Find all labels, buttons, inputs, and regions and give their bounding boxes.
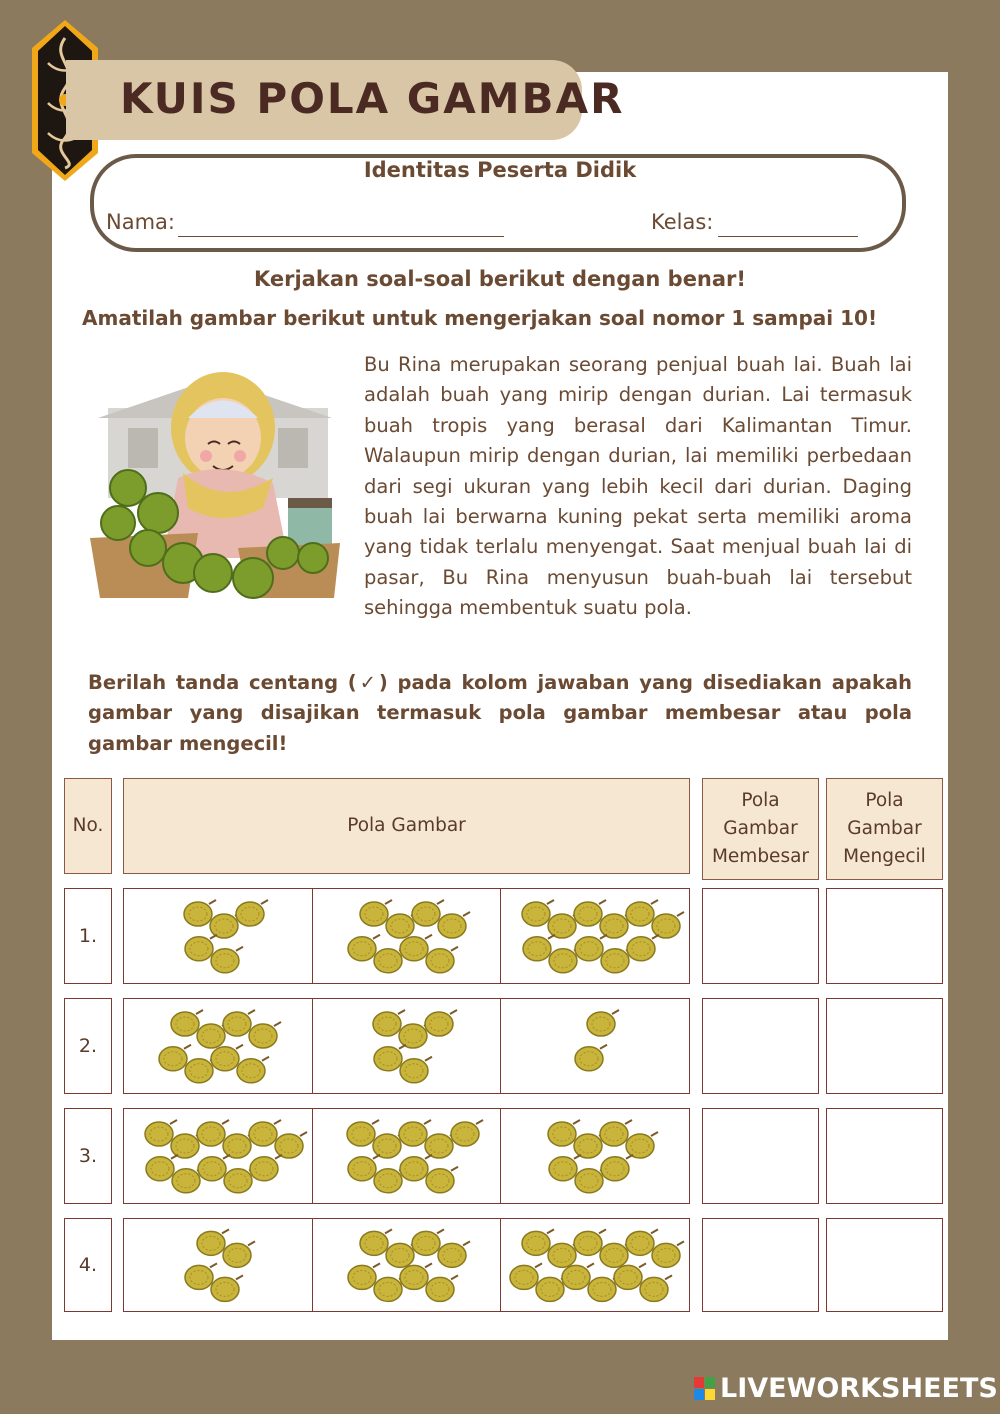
durian-icon bbox=[652, 1241, 684, 1267]
name-field[interactable] bbox=[178, 236, 504, 237]
row-number: 4. bbox=[64, 1218, 112, 1312]
durian-icon bbox=[211, 1275, 243, 1301]
pattern-row bbox=[123, 1108, 690, 1204]
durian-cluster bbox=[313, 999, 501, 1093]
liveworksheets-logo-icon bbox=[694, 1377, 716, 1401]
durian-icon bbox=[275, 1132, 307, 1158]
answer-growing-checkbox[interactable] bbox=[702, 998, 819, 1094]
answer-shrinking-checkbox[interactable] bbox=[826, 1108, 943, 1204]
durian-cluster bbox=[124, 889, 312, 983]
answer-shrinking-checkbox[interactable] bbox=[826, 888, 943, 984]
task-instruction: Berilah tanda centang (✓) pada kolom jawaban yang disediakan apakah gambar yang disajikan termasuk pola gambar membesar atau pola gambar mengecil! bbox=[88, 671, 912, 755]
durian-icon bbox=[249, 1022, 281, 1048]
name-label: Nama: bbox=[106, 210, 175, 234]
answer-growing-checkbox[interactable] bbox=[702, 1218, 819, 1312]
durian-icon bbox=[601, 1155, 633, 1181]
durian-icon bbox=[426, 1167, 458, 1193]
row-number: 2. bbox=[64, 998, 112, 1094]
durian-icon bbox=[652, 912, 684, 938]
durian-icon bbox=[451, 1120, 483, 1146]
page-title: KUIS POLA GAMBAR bbox=[120, 74, 625, 123]
pattern-cell bbox=[313, 1109, 502, 1203]
durian-icon bbox=[400, 1057, 432, 1083]
durian-cluster bbox=[313, 889, 501, 983]
brand-name: LIVEWORKSHEETS bbox=[720, 1373, 998, 1404]
pattern-cell bbox=[501, 889, 689, 983]
durian-cluster bbox=[124, 1219, 312, 1311]
pattern-row bbox=[123, 888, 690, 984]
header-shrinking: Pola Gambar Mengecil bbox=[826, 778, 943, 880]
pattern-row bbox=[123, 1218, 690, 1312]
durian-icon bbox=[237, 1057, 269, 1083]
pattern-cell bbox=[313, 889, 502, 983]
durian-icon bbox=[438, 1241, 470, 1267]
durian-icon bbox=[425, 1010, 457, 1036]
durian-cluster bbox=[313, 1109, 501, 1203]
durian-icon bbox=[426, 947, 458, 973]
answer-growing-checkbox[interactable] bbox=[702, 888, 819, 984]
answer-growing-checkbox[interactable] bbox=[702, 1108, 819, 1204]
durian-icon bbox=[640, 1275, 672, 1301]
identity-title: Identitas Peserta Didik bbox=[363, 158, 637, 182]
pattern-cell bbox=[124, 1109, 313, 1203]
class-label: Kelas: bbox=[651, 210, 714, 234]
durian-cluster bbox=[501, 1109, 689, 1203]
durian-icon bbox=[211, 947, 243, 973]
answer-shrinking-checkbox[interactable] bbox=[826, 998, 943, 1094]
durian-icon bbox=[626, 1132, 658, 1158]
durian-icon bbox=[236, 900, 268, 926]
durian-cluster bbox=[501, 999, 689, 1093]
pattern-cell bbox=[501, 1219, 689, 1311]
answer-shrinking-checkbox[interactable] bbox=[826, 1218, 943, 1312]
row-number: 3. bbox=[64, 1108, 112, 1204]
durian-icon bbox=[627, 935, 659, 961]
pattern-cell bbox=[313, 1219, 502, 1311]
durian-icon bbox=[223, 1241, 255, 1267]
durian-icon bbox=[575, 1045, 607, 1071]
durian-icon bbox=[438, 912, 470, 938]
pattern-cell bbox=[313, 999, 502, 1093]
pattern-cell bbox=[501, 999, 689, 1093]
header-growing: Pola Gambar Membesar bbox=[702, 778, 819, 880]
durian-cluster bbox=[501, 1219, 689, 1311]
durian-icon bbox=[250, 1155, 282, 1181]
pattern-cell bbox=[124, 889, 313, 983]
pattern-row bbox=[123, 998, 690, 1094]
durian-icon bbox=[587, 1010, 619, 1036]
header-no: No. bbox=[64, 778, 112, 874]
pattern-cell bbox=[501, 1109, 689, 1203]
durian-icon bbox=[426, 1275, 458, 1301]
instruction-heading: Kerjakan soal-soal berikut dengan benar! bbox=[253, 267, 746, 291]
class-field[interactable] bbox=[718, 236, 858, 237]
pattern-cell bbox=[124, 1219, 313, 1311]
durian-cluster bbox=[124, 999, 312, 1093]
story-paragraph: Bu Rina merupakan seorang penjual buah lai. Buah lai adalah buah yang mirip dengan durian. Lai termasuk buah tropis yang berasal dari Kalimantan Timur. Walaupun mirip dengan durian, lai memiliki perbedaan dari segi ukuran yang lebih kecil dari durian. Daging buah lai berwarna kuning pekat serta memiliki aroma yang tidak terlalu menyengat. Saat menjual buah lai di pasar, Bu Rina menyusun buah-buah lai tersebut sehingga membentuk suatu pola. bbox=[364, 353, 912, 620]
header-pattern: Pola Gambar bbox=[123, 778, 690, 874]
row-number: 1. bbox=[64, 888, 112, 984]
durian-seller-illustration bbox=[88, 358, 342, 614]
durian-cluster bbox=[501, 889, 689, 983]
durian-cluster bbox=[124, 1109, 312, 1203]
durian-cluster bbox=[313, 1219, 501, 1311]
instruction-subheading: Amatilah gambar berikut untuk mengerjakan soal nomor 1 sampai 10! bbox=[82, 306, 878, 330]
pattern-cell bbox=[124, 999, 313, 1093]
